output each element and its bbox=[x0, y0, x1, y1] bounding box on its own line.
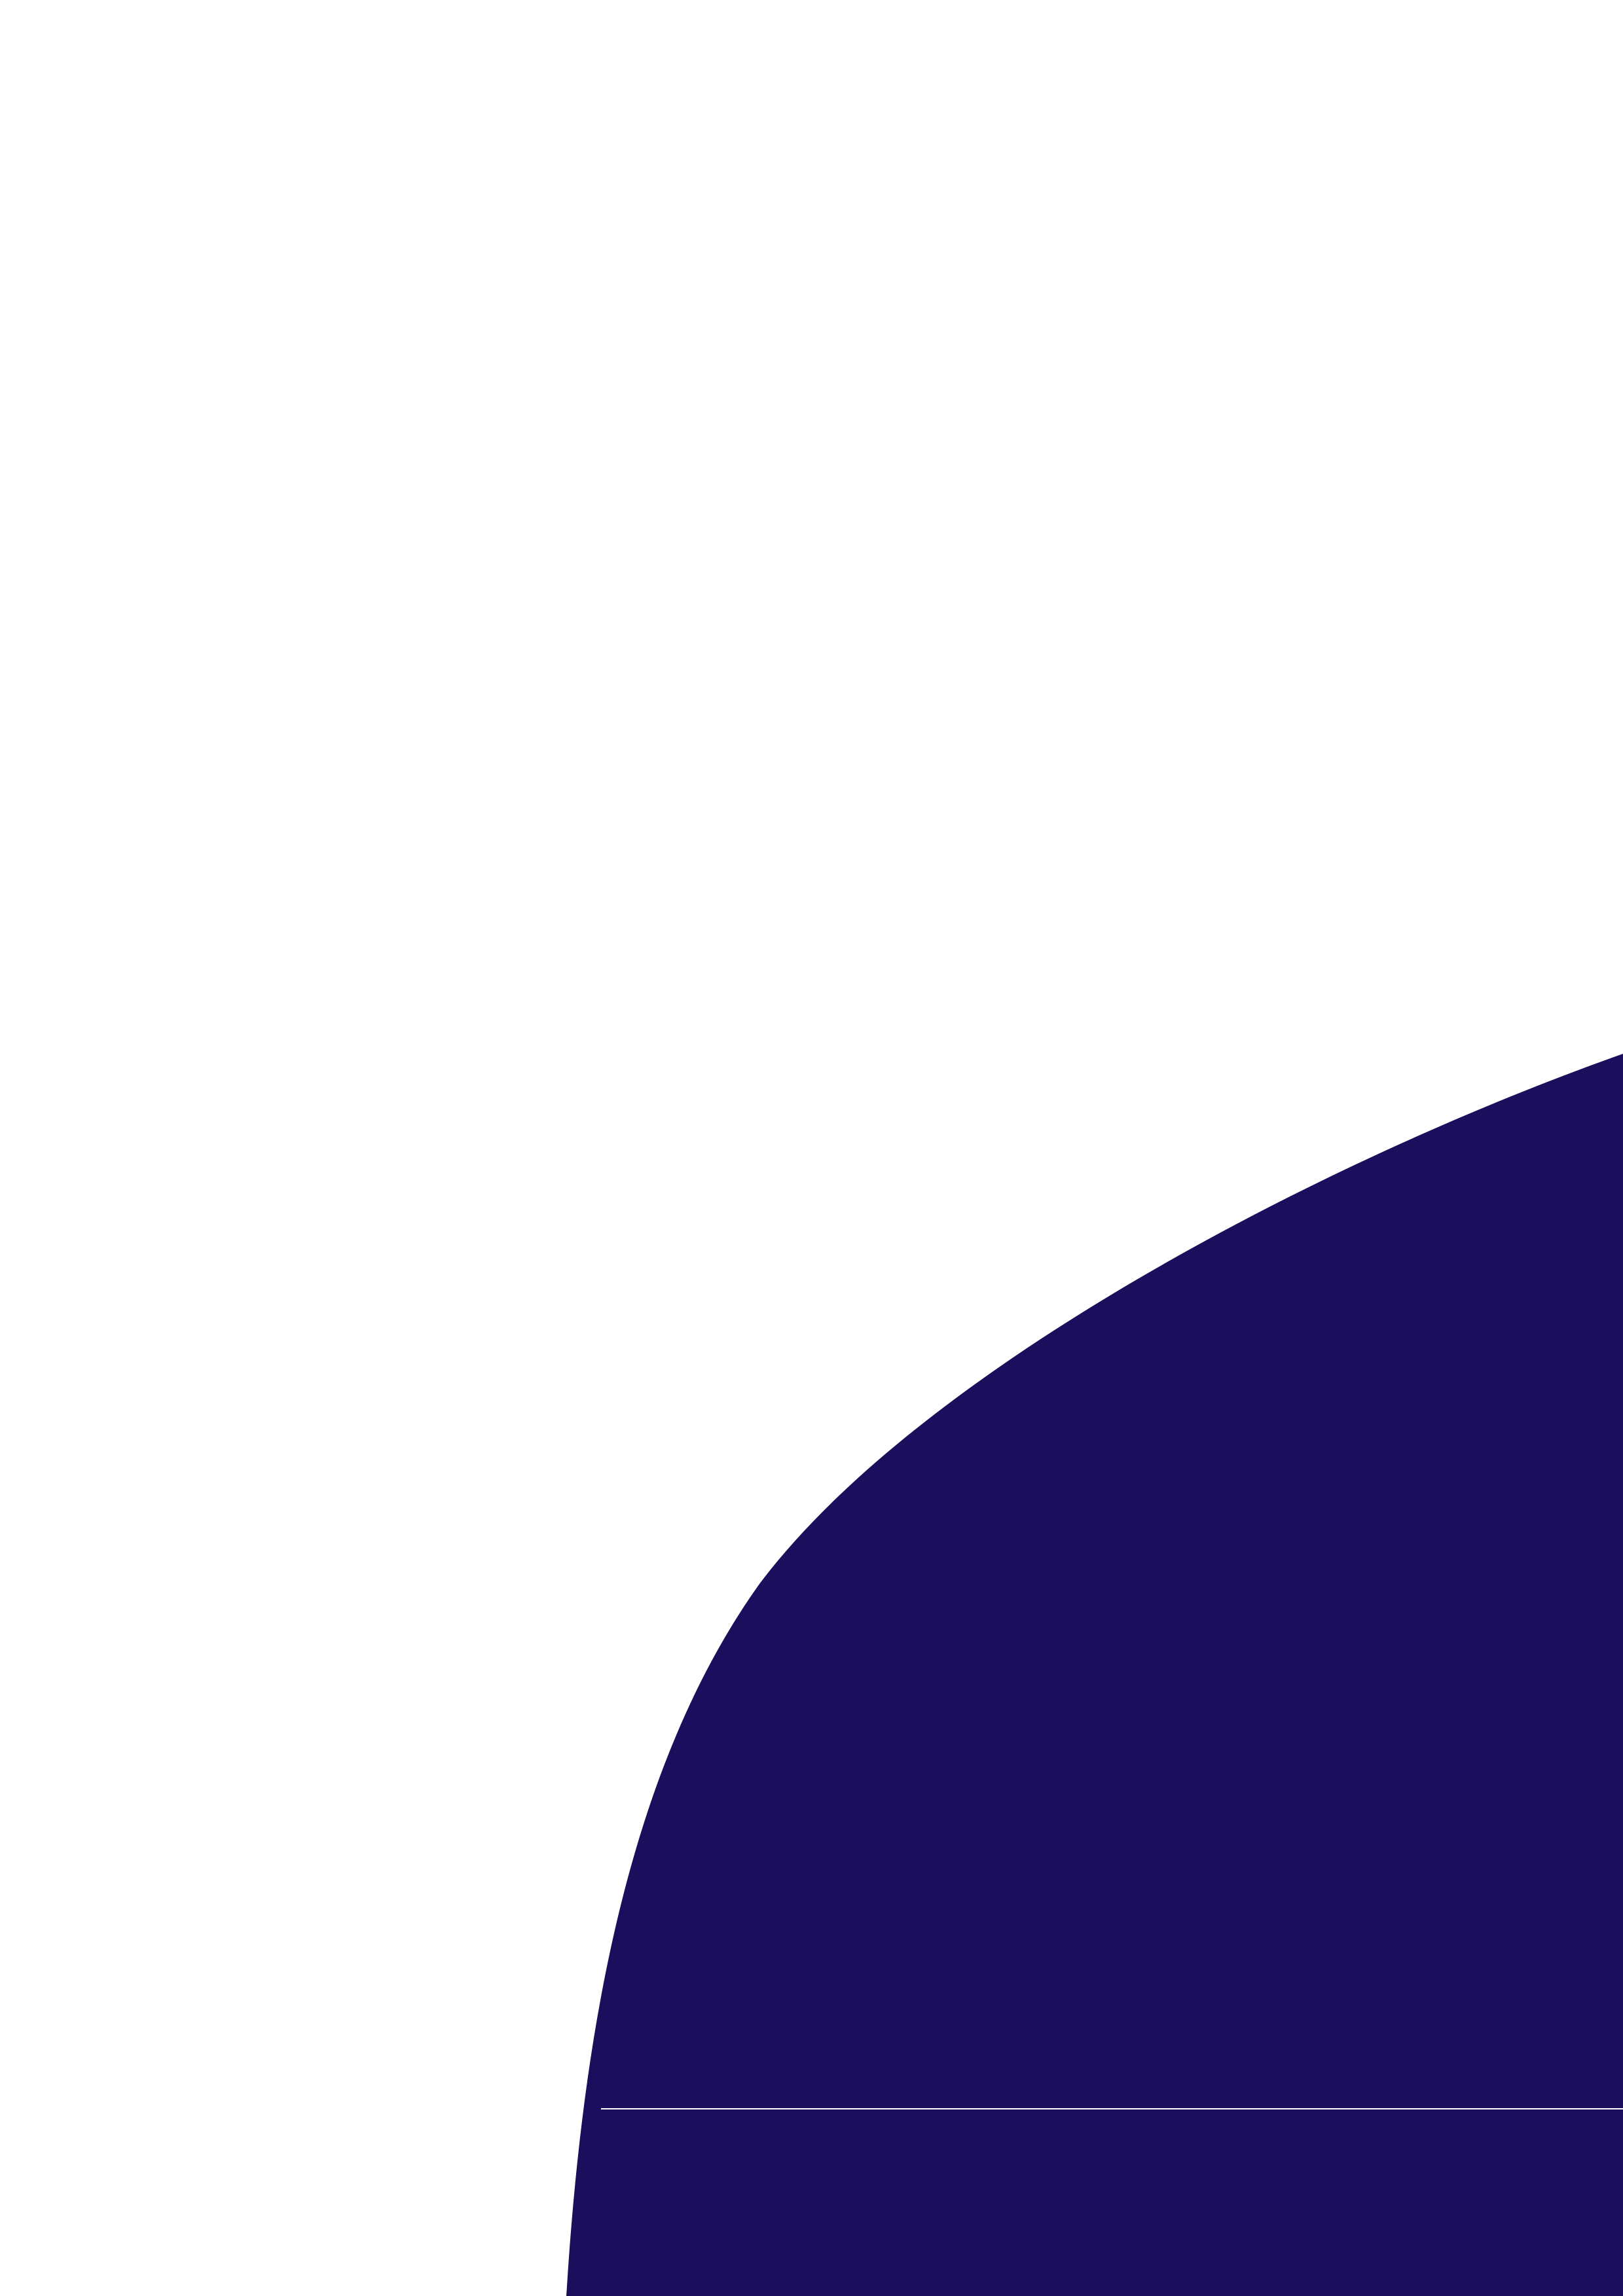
accent-swoosh bbox=[566, 1054, 1623, 2296]
